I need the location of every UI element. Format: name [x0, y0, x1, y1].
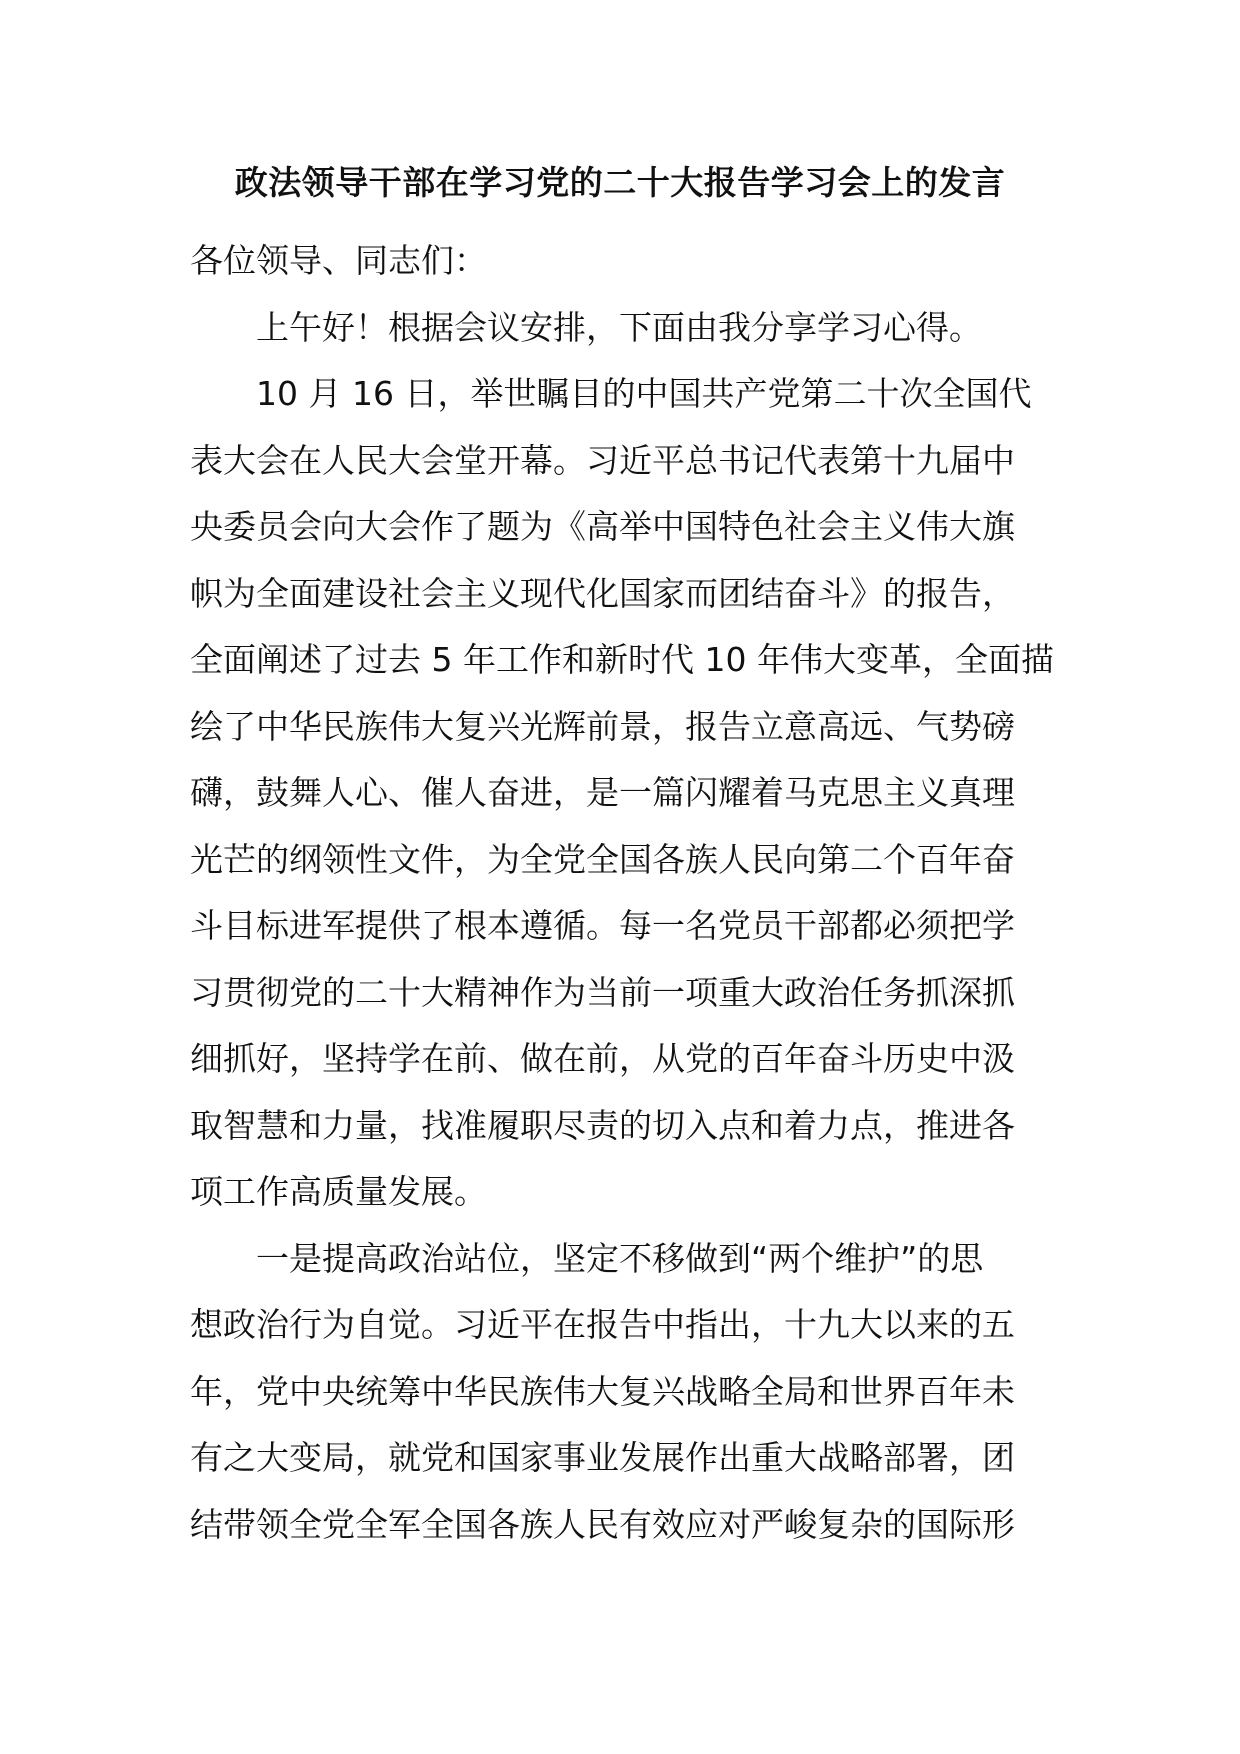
body-line: 结带领全党全军全国各族人民有效应对严峻复杂的国际形: [190, 1504, 1015, 1544]
body-line: 习贯彻党的二十大精神作为当前一项重大政治任务抓深抓: [190, 972, 1015, 1012]
salutation: 各位领导、同志们：: [190, 241, 487, 280]
document-title: 政法领导干部在学习党的二十大报告学习会上的发言: [234, 163, 1006, 202]
body-line: 绘了中华民族伟大复兴光辉前景，报告立意高远、气势磅: [190, 706, 1015, 746]
body-line: 光芒的纲领性文件，为全党全国各族人民向第二个百年奋: [190, 839, 1015, 879]
body-line: 央委员会向大会作了题为《高举中国特色社会主义伟大旗: [190, 507, 1015, 546]
body-line: 一是提高政治站位，坚定不移做到“两个维护”的思: [256, 1238, 984, 1278]
body-line: 取智慧和力量，找准履职尽责的切入点和着力点，推进各: [190, 1105, 1015, 1145]
body-line: 全面阐述了过去 5 年工作和新时代 10 年伟大变革，全面描: [190, 640, 1054, 679]
body-line: 上午好！根据会议安排，下面由我分享学习心得。: [256, 307, 982, 347]
body-line: 帜为全面建设社会主义现代化国家而团结奋斗》的报告，: [190, 573, 1015, 613]
body-line: 表大会在人民大会堂开幕。习近平总书记代表第十九届中: [190, 440, 1015, 480]
body-line: 想政治行为自觉。习近平在报告中指出，十九大以来的五: [190, 1305, 1015, 1344]
body-line: 细抓好，坚持学在前、做在前，从党的百年奋斗历史中汲: [190, 1039, 1015, 1078]
document-body: [190, 228, 1070, 1558]
body-line: 10 月 16 日，举世瞩目的中国共产党第二十次全国代: [256, 374, 1032, 413]
body-line: 有之大变局，就党和国家事业发展作出重大战略部署，团: [190, 1438, 1015, 1477]
body-line: 年，党中央统筹中华民族伟大复兴战略全局和世界百年未: [190, 1371, 1015, 1411]
body-line: 斗目标进军提供了根本遵循。每一名党员干部都必须把学: [190, 906, 1015, 945]
body-line: 项工作高质量发展。: [190, 1172, 487, 1211]
body-line: 礴，鼓舞人心、催人奋进，是一篇闪耀着马克思主义真理: [190, 773, 1015, 812]
